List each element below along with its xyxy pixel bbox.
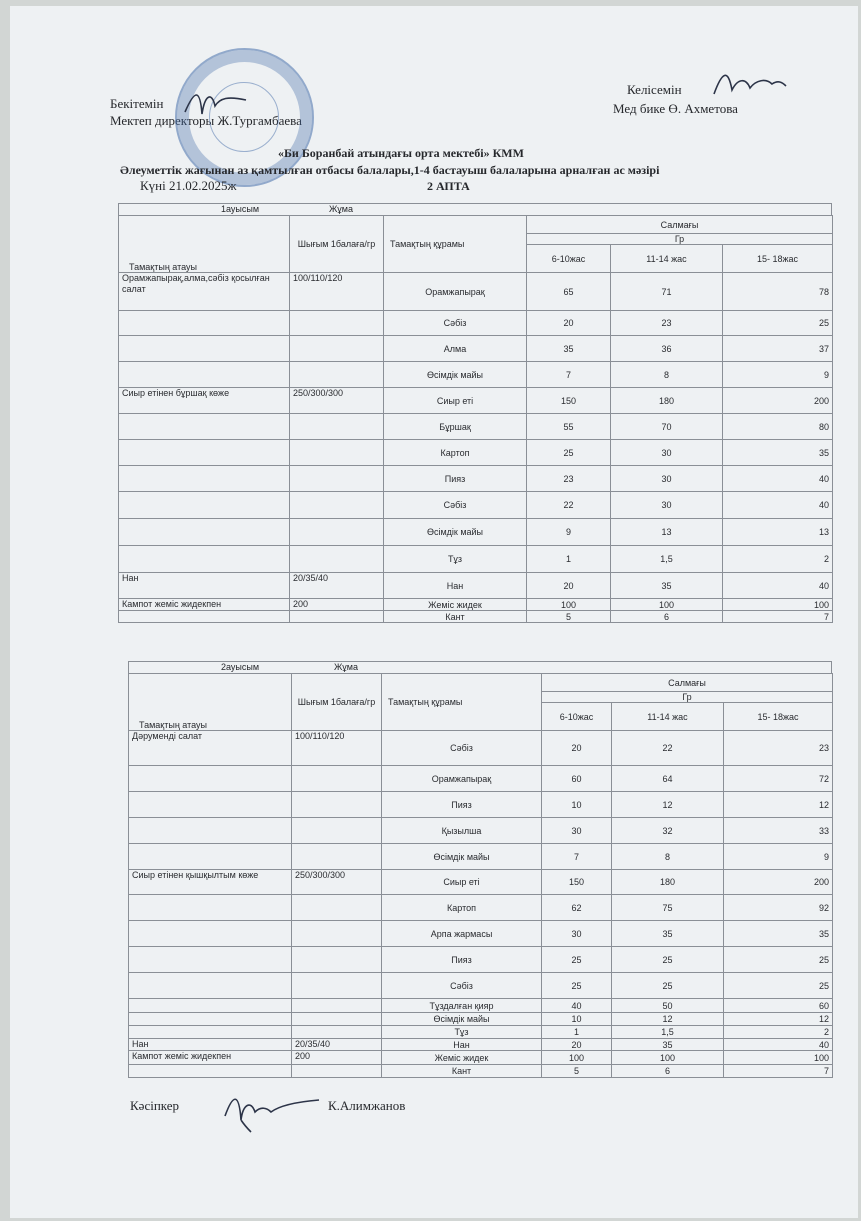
- dish-name-cell: [119, 440, 290, 466]
- output-cell: [290, 546, 384, 573]
- col-age2-header: 11-14 жас: [611, 245, 723, 273]
- ingredient-cell: Пияз: [382, 947, 542, 973]
- ingredient-cell: Картоп: [384, 440, 527, 466]
- weight-age3-cell: 200: [723, 388, 833, 414]
- weight-age2-cell: 64: [612, 766, 724, 792]
- weight-age2-cell: 6: [612, 1065, 724, 1078]
- table-row: [129, 999, 833, 1013]
- ingredient-cell: Бұршақ: [384, 414, 527, 440]
- weight-age1-cell: 7: [527, 362, 611, 388]
- dish-name-cell: [129, 1026, 292, 1039]
- dish-name-cell: [129, 973, 292, 999]
- ingredient-cell: Нан: [382, 1039, 542, 1051]
- menu-table-shift1: [118, 215, 833, 623]
- table-row: [129, 921, 833, 947]
- col-dish-header: Тамақтың атауы: [119, 216, 290, 273]
- weight-age1-cell: 9: [527, 519, 611, 546]
- dish-name-cell: Нан: [119, 573, 290, 599]
- ingredient-cell: Тұз: [384, 546, 527, 573]
- output-cell: [290, 414, 384, 440]
- weight-age3-cell: 12: [724, 1013, 833, 1026]
- weight-age2-cell: 30: [611, 492, 723, 519]
- output-cell: [292, 1026, 382, 1039]
- ingredient-cell: Орамжапырақ: [384, 273, 527, 311]
- weight-age3-cell: 7: [723, 611, 833, 623]
- table-row: [129, 731, 833, 766]
- col-composition-header-2: Тамақтың құрамы: [382, 674, 542, 731]
- weight-age2-cell: 25: [612, 973, 724, 999]
- dish-name-cell: Кампот жеміс жидекпен: [119, 599, 290, 611]
- weight-age2-cell: 75: [612, 895, 724, 921]
- weight-age2-cell: 35: [612, 1039, 724, 1051]
- weight-age3-cell: 9: [723, 362, 833, 388]
- menu-table-shift2: [128, 673, 833, 1078]
- weight-age2-cell: 8: [612, 844, 724, 870]
- weight-age2-cell: 70: [611, 414, 723, 440]
- menu-date: Күні 21.02.2025ж: [140, 178, 237, 193]
- table-row: [119, 440, 833, 466]
- weight-age2-cell: 32: [612, 818, 724, 844]
- supplier-signature: [215, 1086, 325, 1136]
- output-cell: [290, 466, 384, 492]
- ingredient-cell: Өсімдік майы: [382, 1013, 542, 1026]
- week-label: 2 АПТА: [427, 179, 470, 193]
- dish-name-cell: [119, 492, 290, 519]
- dish-name-cell: Дәруменді салат: [129, 731, 292, 766]
- weight-age3-cell: 2: [723, 546, 833, 573]
- weight-age3-cell: 40: [723, 492, 833, 519]
- table-row: [119, 466, 833, 492]
- weight-age1-cell: 65: [527, 273, 611, 311]
- weight-age2-cell: 12: [612, 792, 724, 818]
- table-row: [129, 792, 833, 818]
- ingredient-cell: Кант: [384, 611, 527, 623]
- output-cell: [290, 492, 384, 519]
- output-cell: 20/35/40: [292, 1039, 382, 1051]
- dish-name-cell: [129, 947, 292, 973]
- ingredient-cell: Жеміс жидек: [382, 1051, 542, 1065]
- menu-title: Әлеуметтік жағынан аз қамтылған отбасы балалары,1-4 бастауыш балаларына арналған ас мәзірі: [120, 163, 660, 177]
- col-age1-header: 6-10жас: [527, 245, 611, 273]
- ingredient-cell: Сәбіз: [384, 311, 527, 336]
- weight-age3-cell: 92: [724, 895, 833, 921]
- dish-name-cell: [129, 792, 292, 818]
- output-cell: [292, 766, 382, 792]
- dish-name-cell: [129, 818, 292, 844]
- output-cell: [292, 844, 382, 870]
- dish-name-cell: [129, 999, 292, 1013]
- weight-age3-cell: 100: [724, 1051, 833, 1065]
- weight-age1-cell: 55: [527, 414, 611, 440]
- table-row: [129, 1065, 833, 1078]
- shift1-bar: [118, 203, 832, 215]
- weight-age1-cell: 25: [542, 973, 612, 999]
- ingredient-cell: Өсімдік майы: [382, 844, 542, 870]
- shift2-day: Жұма: [334, 662, 359, 672]
- ingredient-cell: Сиыр еті: [384, 388, 527, 414]
- ingredient-cell: Өсімдік майы: [384, 362, 527, 388]
- table-row: [129, 766, 833, 792]
- dish-name-cell: [129, 921, 292, 947]
- output-cell: 100/110/120: [292, 731, 382, 766]
- weight-age2-cell: 35: [612, 921, 724, 947]
- col-age3-header: 15- 18жас: [723, 245, 833, 273]
- weight-age2-cell: 13: [611, 519, 723, 546]
- weight-age1-cell: 20: [527, 311, 611, 336]
- ingredient-cell: Сәбіз: [384, 492, 527, 519]
- dish-name-cell: [119, 546, 290, 573]
- table-row: [119, 311, 833, 336]
- table-row: [119, 573, 833, 599]
- table-row: [129, 1039, 833, 1051]
- nurse-signature: [710, 64, 790, 102]
- table-row: [129, 1026, 833, 1039]
- weight-age3-cell: 25: [724, 947, 833, 973]
- ingredient-cell: Өсімдік майы: [384, 519, 527, 546]
- weight-age2-cell: 8: [611, 362, 723, 388]
- table-row: [119, 362, 833, 388]
- weight-age3-cell: 37: [723, 336, 833, 362]
- table-row: [119, 519, 833, 546]
- col-age1-header-2: 6-10жас: [542, 703, 612, 731]
- output-cell: 100/110/120: [290, 273, 384, 311]
- dish-name-cell: [119, 466, 290, 492]
- ingredient-cell: Сәбіз: [382, 731, 542, 766]
- weight-age3-cell: 2: [724, 1026, 833, 1039]
- table-row: [129, 947, 833, 973]
- dish-name-cell: [129, 844, 292, 870]
- weight-age3-cell: 78: [723, 273, 833, 311]
- weight-age3-cell: 13: [723, 519, 833, 546]
- weight-age3-cell: 7: [724, 1065, 833, 1078]
- weight-age3-cell: 80: [723, 414, 833, 440]
- output-cell: 250/300/300: [292, 870, 382, 895]
- shift2-bar: [128, 661, 832, 673]
- supplier-label: Кәсіпкер: [130, 1098, 180, 1113]
- school-name: «Би Боранбай атындағы орта мектебі» КММ: [278, 146, 524, 160]
- weight-age3-cell: 9: [724, 844, 833, 870]
- weight-age2-cell: 100: [612, 1051, 724, 1065]
- ingredient-cell: Картоп: [382, 895, 542, 921]
- output-cell: [290, 311, 384, 336]
- supplier-name: К.Алимжанов: [328, 1098, 406, 1113]
- dish-name-cell: Орамжапырақ,алма,сәбіз қосылған салат: [119, 273, 290, 311]
- dish-name-cell: [129, 766, 292, 792]
- table-row: [129, 870, 833, 895]
- weight-age3-cell: 40: [724, 1039, 833, 1051]
- weight-age1-cell: 10: [542, 792, 612, 818]
- table-row: [129, 844, 833, 870]
- table-row: [119, 388, 833, 414]
- table-row: [119, 414, 833, 440]
- dish-name-cell: [119, 611, 290, 623]
- col-weight-header: Салмағы: [527, 216, 833, 234]
- ingredient-cell: Тұздалған қияр: [382, 999, 542, 1013]
- dish-name-cell: [119, 311, 290, 336]
- weight-age2-cell: 100: [611, 599, 723, 611]
- weight-age1-cell: 150: [527, 388, 611, 414]
- table-row: [129, 1051, 833, 1065]
- shift1-day: Жұма: [329, 204, 354, 214]
- weight-age1-cell: 5: [542, 1065, 612, 1078]
- weight-age1-cell: 25: [527, 440, 611, 466]
- dish-name-cell: [129, 1065, 292, 1078]
- output-cell: [292, 792, 382, 818]
- weight-age1-cell: 22: [527, 492, 611, 519]
- output-cell: 250/300/300: [290, 388, 384, 414]
- ingredient-cell: Арпа жармасы: [382, 921, 542, 947]
- output-cell: [290, 336, 384, 362]
- ingredient-cell: Алма: [384, 336, 527, 362]
- output-cell: [290, 440, 384, 466]
- nurse-name: Мед бике Ө. Ахметова: [613, 101, 738, 116]
- weight-age1-cell: 23: [527, 466, 611, 492]
- weight-age1-cell: 7: [542, 844, 612, 870]
- output-cell: [292, 1065, 382, 1078]
- weight-age2-cell: 6: [611, 611, 723, 623]
- output-cell: [292, 818, 382, 844]
- weight-age3-cell: 33: [724, 818, 833, 844]
- ingredient-cell: Сәбіз: [382, 973, 542, 999]
- shift1-label: 1ауысым: [221, 204, 260, 214]
- dish-name-cell: [129, 1013, 292, 1026]
- weight-age3-cell: 72: [724, 766, 833, 792]
- table-row: [119, 599, 833, 611]
- output-cell: [292, 947, 382, 973]
- weight-age2-cell: 180: [612, 870, 724, 895]
- weight-age2-cell: 1,5: [612, 1026, 724, 1039]
- col-weight-header-2: Салмағы: [542, 674, 833, 692]
- weight-age2-cell: 71: [611, 273, 723, 311]
- dish-name-cell: [119, 362, 290, 388]
- table-row: [129, 1013, 833, 1026]
- weight-age2-cell: 25: [612, 947, 724, 973]
- weight-age3-cell: 100: [723, 599, 833, 611]
- weight-age3-cell: 35: [724, 921, 833, 947]
- dish-name-cell: [119, 414, 290, 440]
- weight-age1-cell: 1: [542, 1026, 612, 1039]
- approver-name: Мектеп директоры Ж.Тургамбаева: [110, 113, 302, 128]
- table-row: [119, 273, 833, 311]
- col-dish-header-2: Тамақтың атауы: [129, 674, 292, 731]
- output-cell: [290, 362, 384, 388]
- table-row: [129, 818, 833, 844]
- table-row: [119, 546, 833, 573]
- ingredient-cell: Кант: [382, 1065, 542, 1078]
- output-cell: [290, 519, 384, 546]
- weight-age1-cell: 10: [542, 1013, 612, 1026]
- output-cell: 200: [292, 1051, 382, 1065]
- document-page: [10, 6, 858, 1218]
- weight-age3-cell: 40: [723, 573, 833, 599]
- weight-age1-cell: 40: [542, 999, 612, 1013]
- dish-name-cell: Кампот жеміс жидекпен: [129, 1051, 292, 1065]
- output-cell: [292, 921, 382, 947]
- table-row: [129, 973, 833, 999]
- output-cell: [292, 999, 382, 1013]
- col-age3-header-2: 15- 18жас: [724, 703, 833, 731]
- weight-age1-cell: 20: [542, 1039, 612, 1051]
- output-cell: [292, 895, 382, 921]
- weight-age3-cell: 200: [724, 870, 833, 895]
- ingredient-cell: Тұз: [382, 1026, 542, 1039]
- weight-age1-cell: 5: [527, 611, 611, 623]
- weight-age1-cell: 62: [542, 895, 612, 921]
- weight-age2-cell: 50: [612, 999, 724, 1013]
- col-unit-header: Гр: [527, 234, 833, 245]
- weight-age3-cell: 40: [723, 466, 833, 492]
- weight-age1-cell: 1: [527, 546, 611, 573]
- weight-age2-cell: 30: [611, 466, 723, 492]
- weight-age2-cell: 180: [611, 388, 723, 414]
- approve-label: Бекітемін: [110, 96, 164, 111]
- weight-age2-cell: 23: [611, 311, 723, 336]
- output-cell: 200: [290, 599, 384, 611]
- col-composition-header: Тамақтың құрамы: [384, 216, 527, 273]
- table-row: [129, 895, 833, 921]
- weight-age3-cell: 25: [723, 311, 833, 336]
- weight-age1-cell: 100: [542, 1051, 612, 1065]
- output-cell: [292, 1013, 382, 1026]
- table-row: [119, 611, 833, 623]
- weight-age3-cell: 25: [724, 973, 833, 999]
- director-signature: [180, 84, 250, 124]
- output-cell: 20/35/40: [290, 573, 384, 599]
- weight-age1-cell: 150: [542, 870, 612, 895]
- ingredient-cell: Қызылша: [382, 818, 542, 844]
- weight-age1-cell: 30: [542, 818, 612, 844]
- table-row: [119, 336, 833, 362]
- weight-age1-cell: 60: [542, 766, 612, 792]
- output-cell: [290, 611, 384, 623]
- ingredient-cell: Пияз: [384, 466, 527, 492]
- dish-name-cell: [119, 336, 290, 362]
- col-output-header-2: Шығым 1балаға/гр: [292, 674, 382, 731]
- weight-age3-cell: 12: [724, 792, 833, 818]
- dish-name-cell: Нан: [129, 1039, 292, 1051]
- dish-name-cell: [119, 519, 290, 546]
- ingredient-cell: Сиыр еті: [382, 870, 542, 895]
- ingredient-cell: Нан: [384, 573, 527, 599]
- agree-label: Келісемін: [627, 82, 682, 97]
- ingredient-cell: Орамжапырақ: [382, 766, 542, 792]
- weight-age1-cell: 100: [527, 599, 611, 611]
- weight-age2-cell: 36: [611, 336, 723, 362]
- weight-age1-cell: 20: [542, 731, 612, 766]
- weight-age3-cell: 23: [724, 731, 833, 766]
- ingredient-cell: Пияз: [382, 792, 542, 818]
- weight-age1-cell: 25: [542, 947, 612, 973]
- weight-age2-cell: 1,5: [611, 546, 723, 573]
- ingredient-cell: Жеміс жидек: [384, 599, 527, 611]
- weight-age2-cell: 22: [612, 731, 724, 766]
- col-unit-header-2: Гр: [542, 692, 833, 703]
- weight-age1-cell: 35: [527, 336, 611, 362]
- weight-age1-cell: 20: [527, 573, 611, 599]
- weight-age2-cell: 35: [611, 573, 723, 599]
- shift2-label: 2ауысым: [221, 662, 260, 672]
- dish-name-cell: Сиыр етінен қышқылтым көже: [129, 870, 292, 895]
- weight-age3-cell: 35: [723, 440, 833, 466]
- dish-name-cell: Сиыр етінен бұршақ көже: [119, 388, 290, 414]
- weight-age2-cell: 30: [611, 440, 723, 466]
- output-cell: [292, 973, 382, 999]
- weight-age1-cell: 30: [542, 921, 612, 947]
- dish-name-cell: [129, 895, 292, 921]
- table-row: [119, 492, 833, 519]
- weight-age3-cell: 60: [724, 999, 833, 1013]
- col-output-header: Шығым 1балаға/гр: [290, 216, 384, 273]
- weight-age2-cell: 12: [612, 1013, 724, 1026]
- col-age2-header-2: 11-14 жас: [612, 703, 724, 731]
